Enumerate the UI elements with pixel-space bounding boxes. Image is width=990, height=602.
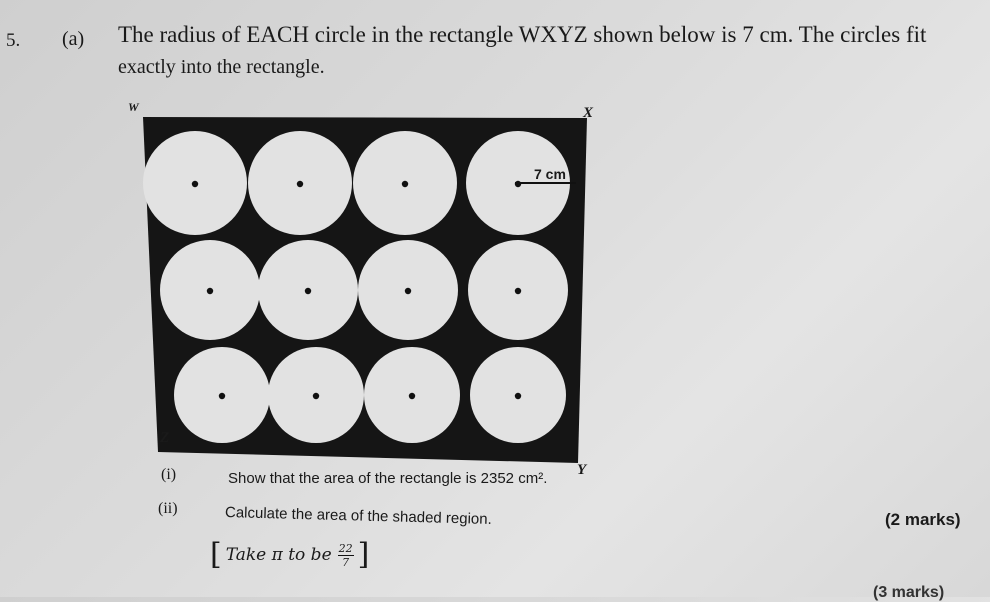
- marks-part-ii: (3 marks): [873, 584, 945, 601]
- circle-center-dot: [305, 288, 311, 294]
- circle-center-dot: [192, 181, 198, 187]
- question-part-label: (a): [62, 28, 85, 50]
- sub-ii-number: (ii): [158, 500, 178, 517]
- pi-instruction: [210, 537, 370, 572]
- circle-center-dot: [405, 288, 411, 294]
- pi-fraction-numerator: 22: [338, 541, 353, 555]
- pi-fraction-denominator: 7: [342, 555, 350, 569]
- sub-i-number: (i): [161, 466, 177, 483]
- sub-ii-text: Calculate the area of the shaded region.: [224, 504, 492, 528]
- vertex-z-label: Z: [160, 430, 170, 446]
- vertex-x-label: X: [583, 105, 594, 121]
- sub-i-unit: cm².: [518, 470, 548, 487]
- pi-fraction: [338, 542, 354, 569]
- left-bracket: [: [210, 537, 222, 572]
- circle-center-dot: [515, 393, 521, 399]
- marks-part-i: (2 marks): [885, 510, 961, 529]
- circle-center-dot: [515, 288, 521, 294]
- radius-label: 7 cm: [534, 166, 566, 182]
- circle-center-dot: [297, 181, 303, 187]
- right-bracket: ]: [357, 537, 370, 572]
- question-stem-line2: exactly into the rectangle.: [118, 56, 325, 78]
- question-number: 5.: [6, 30, 21, 51]
- sub-i-statement: Show that the area of the rectangle is 2352: [228, 470, 515, 487]
- sub-i-text: [228, 470, 547, 487]
- circle-center-dot: [409, 393, 415, 399]
- circle-center-dot: [402, 181, 408, 187]
- vertex-y-label: Y: [577, 462, 587, 478]
- circle-center-dot: [219, 393, 225, 399]
- vertex-w-label: W: [128, 100, 139, 114]
- circle-center-dot: [207, 288, 213, 294]
- circle-center-dot: [313, 393, 319, 399]
- question-stem-line1: The radius of EACH circle in the rectangle WXYZ shown below is 7 cm. The circles fit: [118, 22, 927, 47]
- pi-instruction-text: Take π to be: [225, 545, 332, 565]
